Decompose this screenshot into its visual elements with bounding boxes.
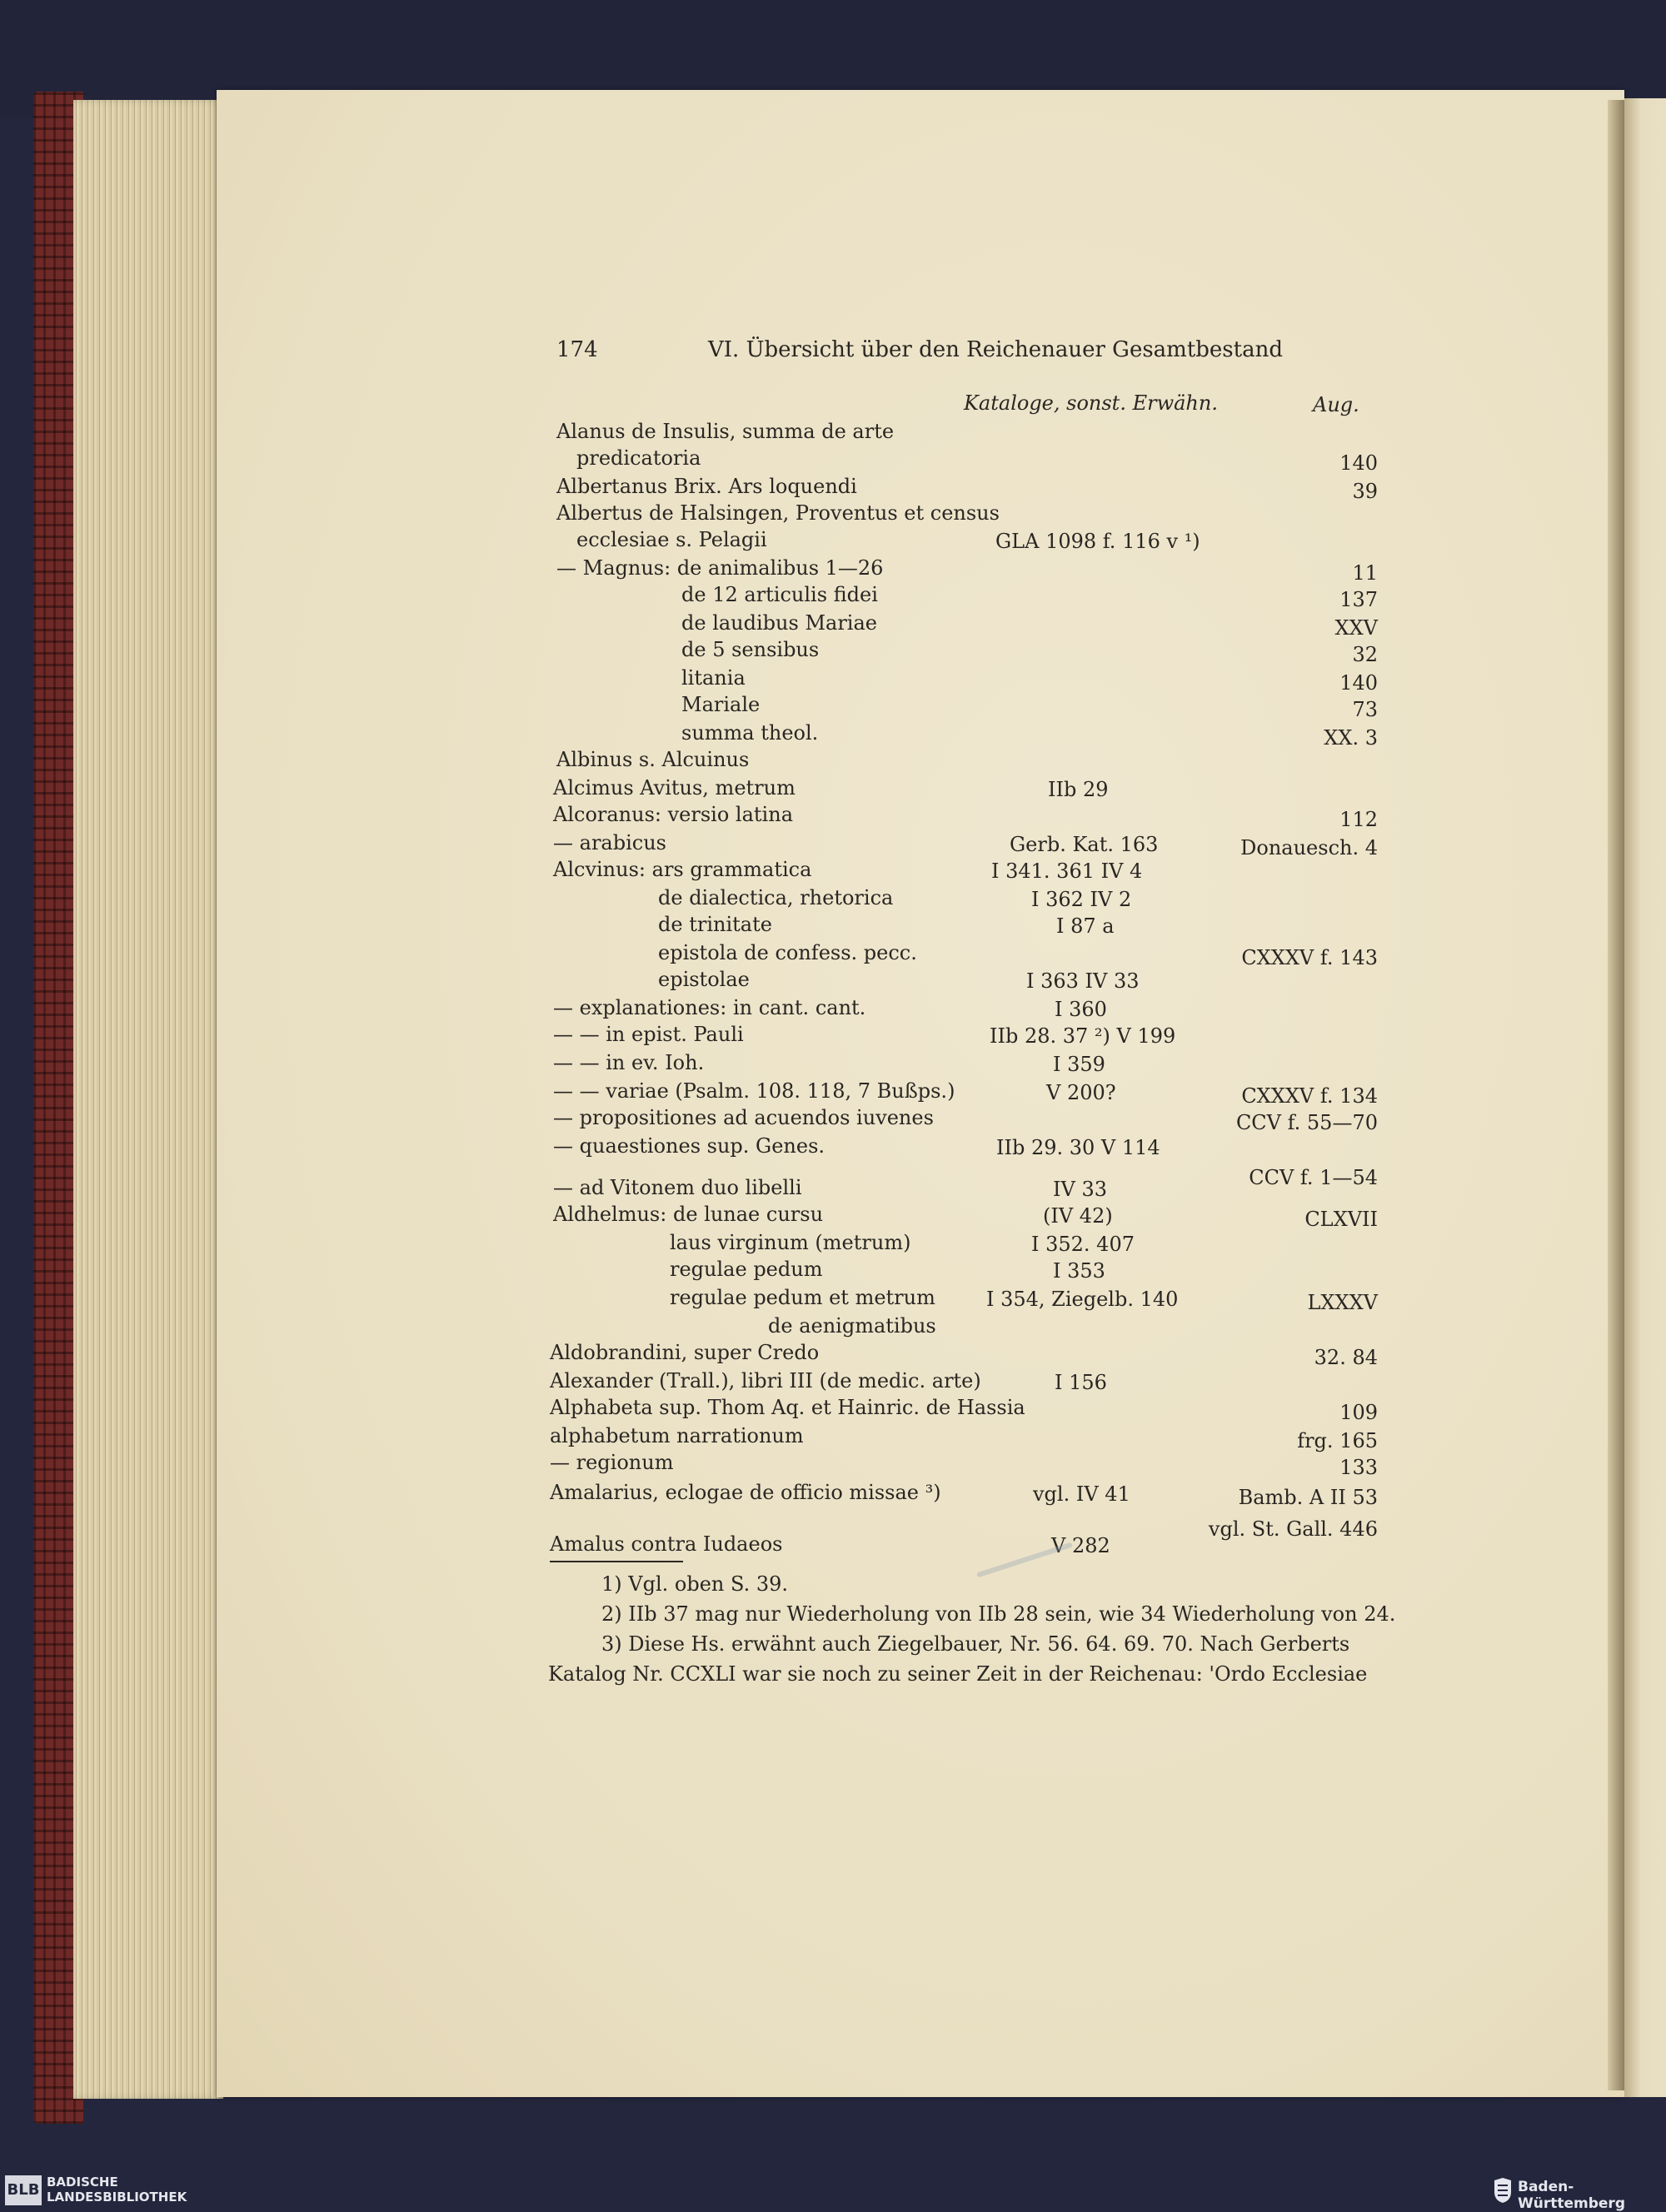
entry-title: — Magnus: de animalibus 1—26 <box>556 556 884 580</box>
footnote-3: 3) Diese Hs. erwähnt auch Ziegelbauer, Nr. 56. 64. 69. 70. Nach Gerberts <box>601 1632 1350 1656</box>
entry-aug-number: 112 <box>1339 808 1378 831</box>
entry-catalog-ref: (IV 42) <box>1043 1204 1113 1228</box>
entry-title: Alcvinus: ars grammatica <box>553 858 812 881</box>
entry-aug-number: CCV f. 55—70 <box>1235 1111 1378 1134</box>
entry-catalog-ref: IIb 28. 37 ²) V 199 <box>990 1024 1176 1048</box>
entry-aug-number: 11 <box>1352 561 1378 585</box>
column-header-catalog: Kataloge, sonst. Erwähn. <box>964 391 1218 415</box>
entry-catalog-ref: I 363 IV 33 <box>1026 969 1140 993</box>
entry-aug-number: 109 <box>1339 1401 1378 1424</box>
entry-title: ecclesiae s. Pelagii <box>576 528 767 551</box>
entry-title: Albertus de Halsingen, Proventus et census <box>556 501 1000 525</box>
entry-catalog-ref: vgl. IV 41 <box>1033 1482 1130 1506</box>
book-gutter <box>1608 100 1624 2090</box>
entry-catalog-ref: IV 33 <box>1053 1178 1107 1201</box>
entry-aug-number: 32. 84 <box>1314 1346 1378 1369</box>
library-name-line2: LANDESBIBLIOTHEK <box>47 2190 187 2205</box>
state-emblem-icon <box>1493 2177 1513 2204</box>
entry-title: litania <box>681 666 746 690</box>
entry-catalog-ref: I 359 <box>1053 1053 1105 1076</box>
entry-title: predicatoria <box>576 446 701 470</box>
footnote-2: 2) IIb 37 mag nur Wiederholung von IIb 28 sein, wie 34 Wiederholung von 24. <box>601 1602 1396 1626</box>
entry-title: Alcoranus: versio latina <box>553 803 793 826</box>
entry-catalog-ref: V 200? <box>1046 1081 1116 1104</box>
entry-aug-number: 133 <box>1339 1456 1378 1479</box>
entry-aug-number: XX. 3 <box>1324 726 1378 750</box>
entry-title: alphabetum narrationum <box>550 1424 804 1447</box>
blb-logo: BLB <box>5 2175 42 2205</box>
entry-title: de 5 sensibus <box>681 638 820 661</box>
entry-title: Alcimus Avitus, metrum <box>553 776 796 800</box>
entry-catalog-ref: I 362 IV 2 <box>1031 888 1132 911</box>
entry-catalog-ref: IIb 29 <box>1048 778 1109 801</box>
entry-catalog-ref: Gerb. Kat. 163 <box>1010 833 1159 856</box>
entry-title: summa theol. <box>681 721 819 745</box>
entry-title: Alexander (Trall.), libri III (de medic. arte) <box>550 1369 981 1392</box>
footnote-rule <box>550 1561 683 1562</box>
entry-title: de laudibus Mariae <box>681 611 877 635</box>
entry-aug-number: LXXXV <box>1307 1291 1378 1314</box>
footnote-3-continued: Katalog Nr. CCXLI war sie noch zu seiner Zeit in der Reichenau: 'Ordo Ecclesiae <box>548 1662 1368 1686</box>
entry-title: — quaestiones sup. Genes. <box>553 1134 826 1158</box>
entry-title: de 12 articulis fidei <box>681 583 878 606</box>
entry-title: — — in ev. Ioh. <box>553 1051 705 1074</box>
entry-title: epistola de confess. pecc. <box>658 941 917 964</box>
entry-title: Amalus contra Iudaeos <box>550 1532 783 1556</box>
entry-title: — — variae (Psalm. 108. 118, 7 Bußps.) <box>553 1079 955 1103</box>
baden-wuerttemberg-label: Baden-Württemberg <box>1518 2179 1625 2212</box>
entry-title: Aldobrandini, super Credo <box>550 1341 820 1364</box>
entry-title: de dialectica, rhetorica <box>658 886 894 909</box>
entry-aug-number: Bamb. A II 53 <box>1238 1486 1378 1509</box>
entry-title: — arabicus <box>553 831 666 854</box>
entry-aug-number: vgl. St. Gall. 446 <box>1208 1517 1378 1541</box>
entry-aug-number: Donauesch. 4 <box>1240 836 1378 859</box>
running-head: VI. Übersicht über den Reichenauer Gesamtbestand <box>708 337 1283 362</box>
entry-catalog-ref: I 360 <box>1055 998 1107 1021</box>
entry-aug-number: 32 <box>1352 643 1378 666</box>
entry-aug-number: CLXVII <box>1304 1208 1378 1231</box>
facing-page-edge <box>1624 98 1666 2097</box>
entry-aug-number: 39 <box>1352 480 1378 503</box>
entry-catalog-ref: I 352. 407 <box>1031 1233 1135 1256</box>
page-edges <box>73 100 223 2099</box>
entry-title: epistolae <box>658 968 750 991</box>
library-name-line1: BADISCHE <box>47 2175 118 2190</box>
entry-aug-number: CCV f. 1—54 <box>1249 1166 1378 1189</box>
entry-aug-number: 137 <box>1339 588 1378 611</box>
entry-title: — regionum <box>550 1451 674 1474</box>
entry-catalog-ref: I 156 <box>1055 1371 1107 1394</box>
entry-aug-number: 140 <box>1339 671 1378 695</box>
entry-aug-number: 140 <box>1339 451 1378 475</box>
entry-title: — explanationes: in cant. cant. <box>553 996 866 1019</box>
entry-title: Amalarius, eclogae de officio missae ³) <box>550 1481 941 1504</box>
entry-catalog-ref: I 354, Ziegelb. 140 <box>986 1288 1179 1311</box>
entry-catalog-ref: I 341. 361 IV 4 <box>991 859 1143 883</box>
entry-title: — — in epist. Pauli <box>553 1023 744 1046</box>
entry-catalog-ref: I 87 a <box>1056 914 1115 938</box>
entry-title: Albertanus Brix. Ars loquendi <box>556 475 857 498</box>
column-header-aug: Aug. <box>1313 393 1359 416</box>
entry-title: Albinus s. Alcuinus <box>556 748 750 771</box>
entry-aug-number: frg. 165 <box>1297 1429 1378 1452</box>
entry-title: — propositiones ad acuendos iuvenes <box>553 1106 934 1129</box>
viewer-footer <box>0 2169 1666 2212</box>
entry-catalog-ref: I 353 <box>1053 1259 1105 1283</box>
entry-title: Alanus de Insulis, summa de arte <box>556 420 895 443</box>
entry-title: regulae pedum et metrum <box>670 1286 935 1309</box>
entry-title: de aenigmatibus <box>768 1314 936 1338</box>
entry-aug-number: 73 <box>1352 698 1378 721</box>
entry-title: — ad Vitonem duo libelli <box>553 1176 802 1199</box>
entry-catalog-ref: IIb 29. 30 V 114 <box>996 1136 1160 1159</box>
entry-catalog-ref: GLA 1098 f. 116 v ¹) <box>995 530 1200 553</box>
entry-title: Mariale <box>681 693 761 716</box>
entry-catalog-ref: V 282 <box>1051 1534 1110 1557</box>
entry-aug-number: CXXXV f. 143 <box>1241 946 1378 969</box>
entry-aug-number: CXXXV f. 134 <box>1241 1084 1378 1108</box>
entry-title: regulae pedum <box>670 1258 823 1281</box>
entry-title: de trinitate <box>658 913 772 936</box>
entry-title: Aldhelmus: de lunae cursu <box>553 1203 824 1226</box>
entry-title: Alphabeta sup. Thom Aq. et Hainric. de Hassia <box>550 1396 1025 1419</box>
page-number: 174 <box>556 337 598 362</box>
entry-aug-number: XXV <box>1334 616 1378 640</box>
footnote-1: 1) Vgl. oben S. 39. <box>601 1572 789 1596</box>
entry-title: laus virginum (metrum) <box>670 1231 911 1254</box>
